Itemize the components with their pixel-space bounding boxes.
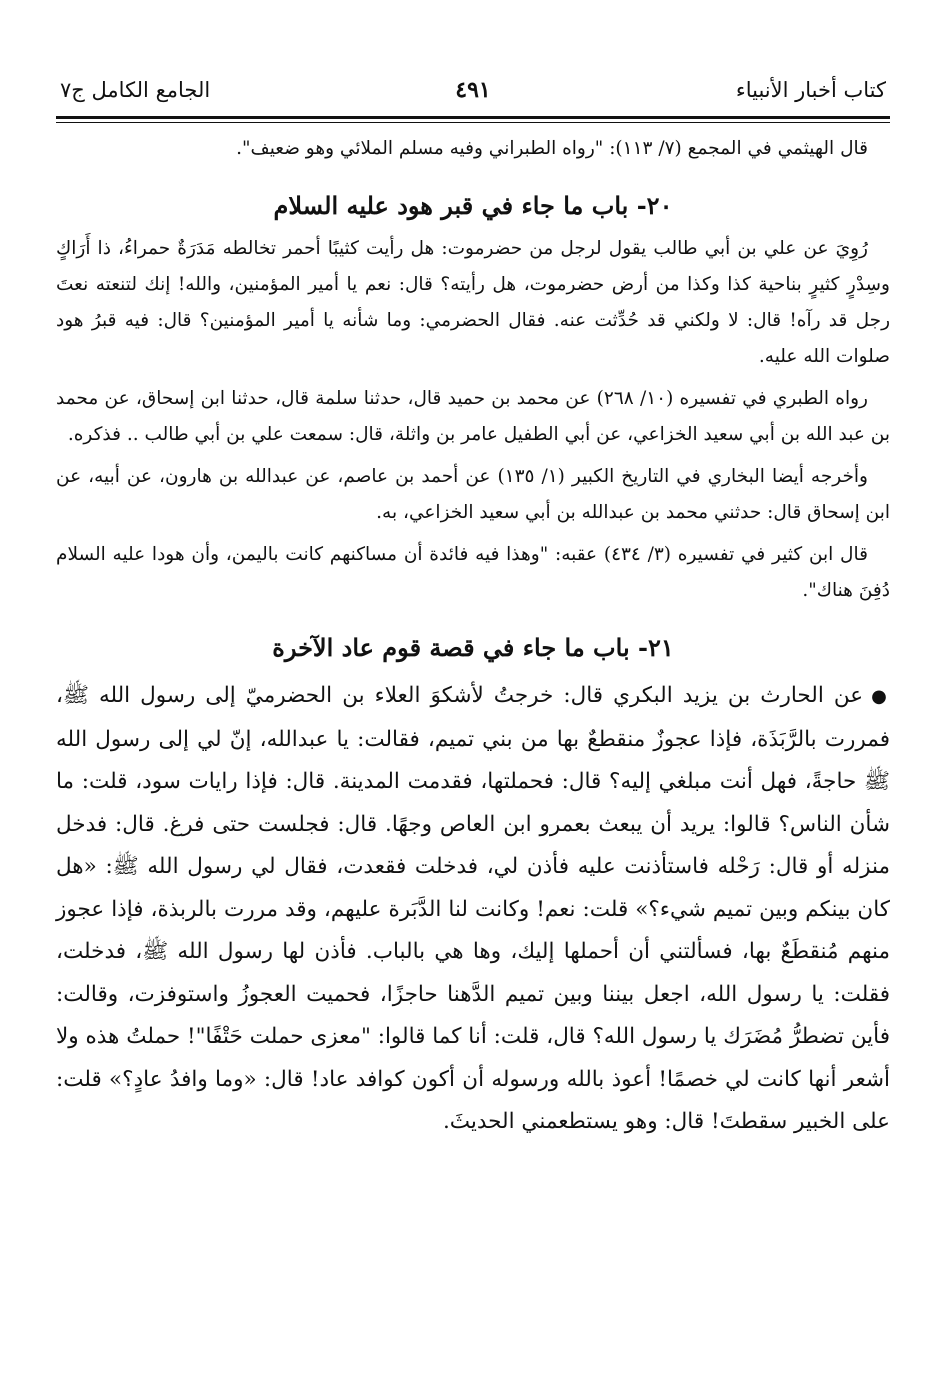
volume-label: الجامع الكامل ج٧ bbox=[60, 78, 211, 102]
header-rule-thick bbox=[56, 116, 890, 119]
section-20-title: ٢٠- باب ما جاء في قبر هود عليه السلام bbox=[273, 191, 673, 220]
intro-note: قال الهيثمي في المجمع (٧/ ١١٣): "رواه الطبراني وفيه مسلم الملائي وهو ضعيف". bbox=[236, 138, 868, 159]
section-21-paragraph bbox=[56, 675, 890, 1144]
section-20-paragraph: رُوِيَ عن علي بن أبي طالب يقول لرجل من حضرموت: هل رأيت كثيبًا أحمر تخالطه مَدَرَةٌ حمراءُ، ذا أَرَاكٍ وسِدْرٍ كثيرٍ بناحية كذا وكذا من أرض حضرموت، هل رأيته؟ قال: نعم يا أمير المؤمنين، والله! إنك لتنعته نعتَ رجل قد رآه! قال: لا ولكني قد حُدِّثت عنه. فقال الحضرمي: وما شأنه يا أمير المؤمنين؟ قال: فيه قبرُ هود صلوات الله عليه. bbox=[56, 238, 890, 367]
page-number: ٤٩١ bbox=[455, 77, 491, 103]
section-20-paragraph: وأخرجه أيضا البخاري في التاريخ الكبير (١/ ١٣٥) عن أحمد بن عاصم، عن عبدالله بن هارون، عن أبيه، عن ابن إسحاق قال: حدثني محمد بن عبدالله بن أبي سعيد الخزاعي، به. bbox=[56, 466, 890, 523]
section-21-title: ٢١- باب ما جاء في قصة قوم عاد الآخرة bbox=[272, 633, 674, 662]
header-rule-thin bbox=[56, 122, 890, 123]
bullet-marker: ● bbox=[871, 686, 890, 707]
section-20-paragraph: قال ابن كثير في تفسيره (٣/ ٤٣٤) عقبه: "وهذا فيه فائدة أن مساكنهم كانت باليمن، وأن هودا عليه السلام دُفِنَ هناك". bbox=[56, 544, 890, 601]
book-title: كتاب أخبار الأنبياء bbox=[735, 78, 886, 102]
running-header bbox=[56, 70, 890, 110]
section-20-paragraph: رواه الطبري في تفسيره (١٠/ ٢٦٨) عن محمد بن حميد قال، حدثنا سلمة قال، حدثنا ابن إسحاق، عن محمد بن عبد الله بن أبي سعيد الخزاعي، عن أبي الطفيل عامر بن واثلة، قال: سمعت علي بن أبي طالب .. فذكره. bbox=[56, 388, 890, 445]
section-21-text: عن الحارث بن يزيد البكري قال: خرجتُ لأشكوَ العلاء بن الحضرميّ إلى رسول الله ﷺ، فمررت بالرَّبَذَة، فإذا عجوزٌ منقطعٌ بها من بني تميم، فقالت: يا عبدالله، إنّ لي إلى رسول الله ﷺ حاجةً، فهل أنت مبلغي إليه؟ قال: فحملتها، فقدمت المدينة. قال: فإذا رايات سود، قلت: ما شأن الناس؟ قالوا: يريد أن يبعث بعمرو ابن العاص وجهًا. قال: فجلست حتى فرغ. قال: فدخل منزله أو قال: رَحْله فاستأذنت عليه فأذن لي، فدخلت فقعدت، فقال لي رسول الله ﷺ: «هل كان بينكم وبين تميم شيء؟» قلت: نعم! وكانت لنا الدَّبَرة عليهم، وقد مررت بالربذة، فإذا عجوز منهم مُنقطَعٌ بها، فسألتني أن أحملها إليك، وها هي بالباب. فأذن لها رسول الله ﷺ، فدخلت، فقلت: يا رسول الله، اجعل بيننا وبين تميم الدَّهنا حاجزًا، فحميت العجوزُ واستوفزت، وقالت: فأين تضطرُّ مُضَرَك يا رسول الله؟ قال، قلت: أنا كما قالوا: "معزى حملت حَتْفًا"! حملتُ هذه ولا أشعر أنها كانت لي خصمًا! أعوذ بالله ورسوله أن أكون كوافد عاد! قال: «وما وافدُ عادٍ؟» قلت: على الخبير سقطتَ! قال: وهو يستطعمني الحديثَ. bbox=[56, 683, 890, 1134]
book-page bbox=[56, 70, 890, 1144]
